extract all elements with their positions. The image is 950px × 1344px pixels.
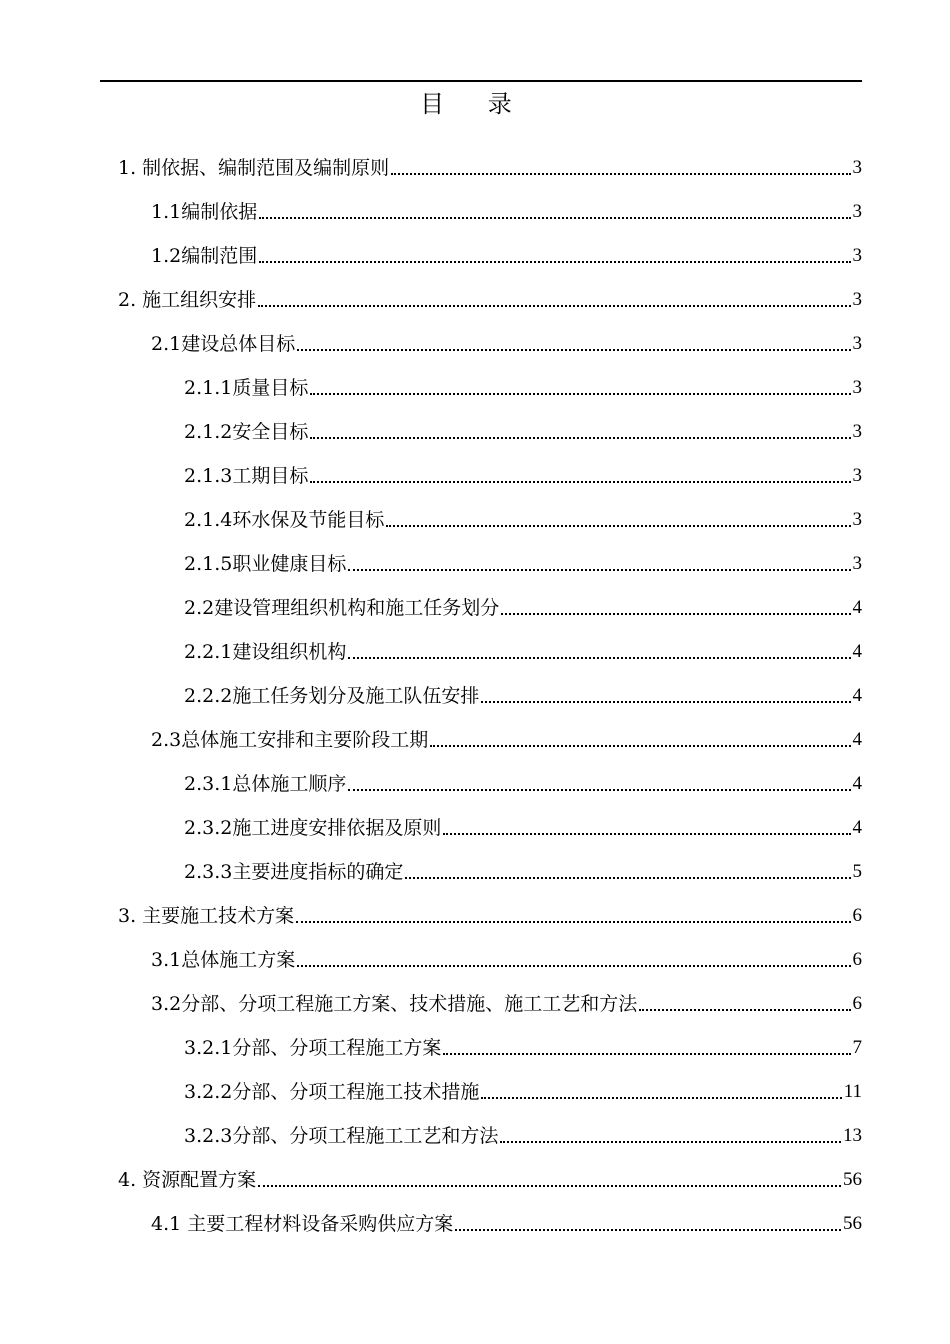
toc-entry[interactable]: [184, 629, 862, 667]
toc-dot-leader: [443, 1053, 850, 1055]
toc-entry-label: 4.1 主要工程材料设备采购供应方案: [151, 1213, 454, 1235]
toc-entry-page: 13: [843, 1125, 862, 1146]
toc-entry-label: 3.2.2分部、分项工程施工技术措施: [184, 1081, 480, 1103]
toc-entry[interactable]: [118, 893, 862, 931]
toc-entry-page: 3: [852, 157, 862, 178]
toc-entry-page: 3: [852, 509, 862, 530]
top-rule: [100, 80, 862, 82]
toc-entry[interactable]: [184, 497, 862, 535]
toc-entry[interactable]: [184, 1113, 862, 1151]
toc-entry[interactable]: [118, 277, 862, 315]
toc-entry[interactable]: [151, 233, 862, 271]
toc-entry-page: 6: [852, 993, 862, 1014]
toc-entry-page: 11: [843, 1081, 862, 1102]
toc-entry-page: 3: [852, 289, 862, 310]
toc-entry[interactable]: [184, 409, 862, 447]
toc-dot-leader: [348, 657, 850, 659]
toc-entry[interactable]: [151, 981, 862, 1019]
toc-entry-label: 3.2分部、分项工程施工方案、技术措施、施工工艺和方法: [151, 993, 638, 1015]
toc-dot-leader: [386, 525, 850, 527]
toc-entry-page: 4: [852, 729, 862, 750]
toc-dot-leader: [391, 173, 850, 175]
toc-entry[interactable]: [184, 761, 862, 799]
toc-title: 目 录: [420, 90, 530, 118]
toc-entry[interactable]: [184, 805, 862, 843]
toc-entry-label: 2.1.2安全目标: [184, 421, 309, 443]
toc-entry-label: 2.2.2施工任务划分及施工队伍安排: [184, 685, 480, 707]
toc-dot-leader: [481, 1097, 841, 1099]
toc-dot-leader: [258, 1185, 841, 1187]
toc-dot-leader: [430, 745, 850, 747]
toc-dot-leader: [500, 1141, 841, 1143]
toc-entry-page: 4: [852, 597, 862, 618]
toc-entry[interactable]: [118, 145, 862, 183]
toc-entry-page: 4: [852, 817, 862, 838]
toc-entry[interactable]: [151, 937, 862, 975]
toc-dot-leader: [310, 393, 850, 395]
toc-dot-leader: [258, 305, 850, 307]
toc-entry-page: 3: [852, 377, 862, 398]
toc-entry[interactable]: [184, 1025, 862, 1063]
toc-dot-leader: [310, 481, 850, 483]
toc-dot-leader: [348, 789, 850, 791]
toc-entry-page: 56: [843, 1213, 862, 1234]
toc-entry[interactable]: [151, 321, 862, 359]
toc-dot-leader: [405, 877, 850, 879]
toc-entry-page: 3: [852, 421, 862, 442]
toc-entry-label: 3.1总体施工方案: [151, 949, 296, 971]
toc-entry-label: 2.1建设总体目标: [151, 333, 296, 355]
toc-entry[interactable]: [184, 849, 862, 887]
toc-entry-label: 2.2建设管理组织机构和施工任务划分: [184, 597, 500, 619]
toc-entry-page: 6: [852, 949, 862, 970]
toc-entry-label: 2.3.2施工进度安排依据及原则: [184, 817, 442, 839]
toc-dot-leader: [455, 1229, 841, 1231]
toc-entry[interactable]: [184, 541, 862, 579]
toc-entry-label: 3.2.3分部、分项工程施工工艺和方法: [184, 1125, 499, 1147]
toc-entry-page: 4: [852, 685, 862, 706]
toc-dot-leader: [348, 569, 850, 571]
toc-entry-page: 3: [852, 465, 862, 486]
toc-entry-page: 4: [852, 641, 862, 662]
toc-entry[interactable]: [118, 1157, 862, 1195]
toc-entry-label: 1.2编制范围: [151, 245, 258, 267]
toc-dot-leader: [310, 437, 850, 439]
toc-entry[interactable]: [151, 189, 862, 227]
toc-entry[interactable]: [151, 1201, 862, 1239]
toc-entry-label: 2.2.1建设组织机构: [184, 641, 347, 663]
toc-entry-page: 3: [852, 201, 862, 222]
toc-dot-leader: [639, 1009, 850, 1011]
toc-entry-label: 2.3.1总体施工顺序: [184, 773, 347, 795]
toc-dot-leader: [296, 921, 850, 923]
toc-entry[interactable]: [184, 453, 862, 491]
toc-dot-leader: [481, 701, 850, 703]
toc-dot-leader: [259, 217, 850, 219]
toc-entry-label: 4. 资源配置方案: [118, 1169, 257, 1191]
toc-dot-leader: [443, 833, 850, 835]
toc-entry-label: 2.3总体施工安排和主要阶段工期: [151, 729, 429, 751]
toc-entry-label: 2. 施工组织安排: [118, 289, 257, 311]
toc-entry-label: 2.1.4环水保及节能目标: [184, 509, 385, 531]
toc-entry-page: 3: [852, 553, 862, 574]
toc-entry[interactable]: [184, 365, 862, 403]
toc-dot-leader: [297, 349, 850, 351]
toc-entry-page: 56: [843, 1169, 862, 1190]
toc-entry-page: 3: [852, 333, 862, 354]
toc-dot-leader: [259, 261, 850, 263]
toc-entry-page: 7: [852, 1037, 862, 1058]
toc-entry[interactable]: [184, 1069, 862, 1107]
toc-entry-page: 3: [852, 245, 862, 266]
toc-entry[interactable]: [151, 717, 862, 755]
toc-entry-label: 2.1.1质量目标: [184, 377, 309, 399]
toc-entry-label: 1.1编制依据: [151, 201, 258, 223]
toc-entry[interactable]: [184, 585, 862, 623]
toc-entry-label: 1. 制依据、编制范围及编制原则: [118, 157, 390, 179]
toc-entry-label: 3. 主要施工技术方案: [118, 905, 295, 927]
toc-dot-leader: [501, 613, 850, 615]
toc-entry-label: 2.3.3主要进度指标的确定: [184, 861, 404, 883]
toc-dot-leader: [297, 965, 850, 967]
toc-entry-page: 5: [852, 861, 862, 882]
toc-entry[interactable]: [184, 673, 862, 711]
toc-entry-label: 2.1.5职业健康目标: [184, 553, 347, 575]
toc-entry-label: 2.1.3工期目标: [184, 465, 309, 487]
toc-entry-page: 4: [852, 773, 862, 794]
toc-entry-page: 6: [852, 905, 862, 926]
toc-entry-label: 3.2.1分部、分项工程施工方案: [184, 1037, 442, 1059]
